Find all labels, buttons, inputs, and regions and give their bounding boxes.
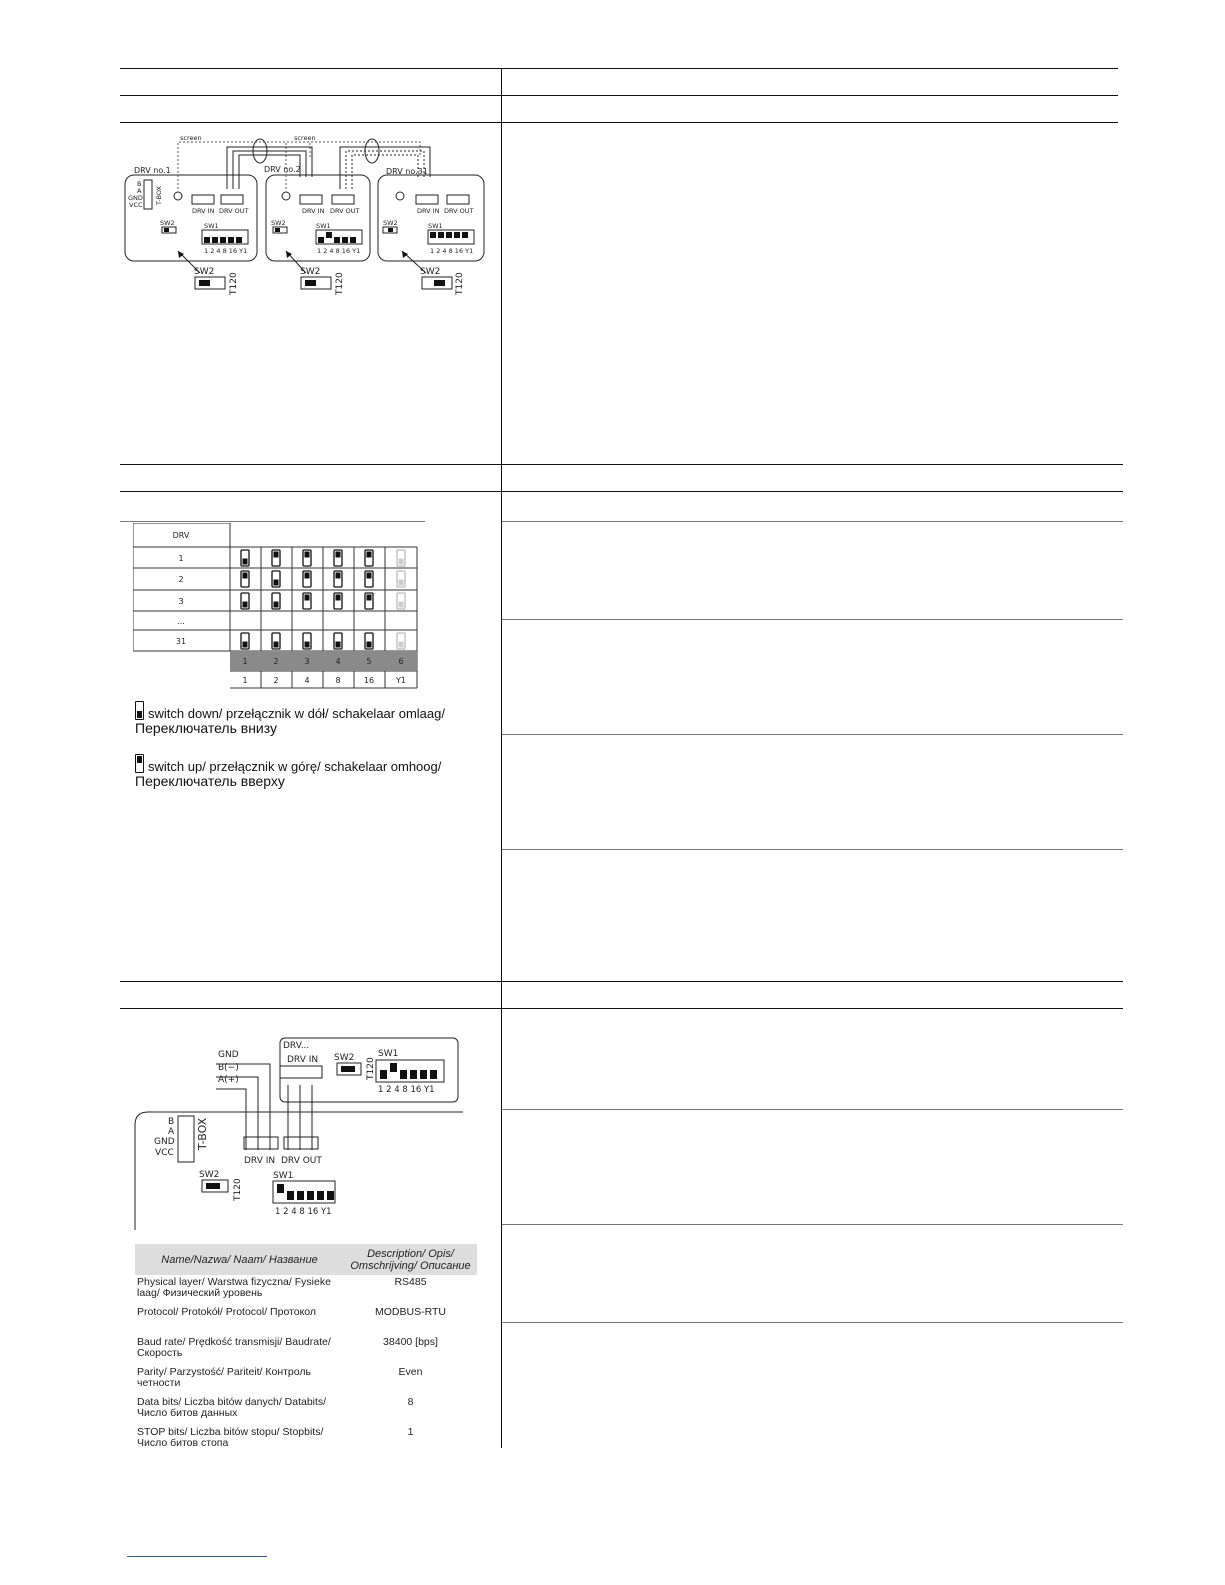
dip-switch-down [243,602,248,608]
switch-value: 4 [304,676,310,685]
switch-number: 1 [242,657,248,666]
t120-label: T120 [229,272,239,295]
param-name: Protocol/ Protokół/ Protocol/ Протокол [137,1306,317,1318]
dip-switch-down [367,642,372,648]
legend-text: switch down/ przełącznik w dół/ schakelaar omlaag/ [148,706,445,721]
rule [501,521,1123,522]
t120-label: T120 [335,272,345,295]
dip-switch-up [305,595,310,601]
switch-number: 3 [304,657,310,666]
rule [501,619,1123,620]
rule [120,981,1123,982]
tbox-pin: B [137,180,142,188]
rule [501,734,1123,735]
drv-out-label: DRV OUT [444,207,474,215]
dip-switch-off [399,602,404,608]
param-name: Parity/ Parzystość/ Pariteit/ Контроль четности [137,1366,311,1389]
screen-label: screen [294,134,316,142]
switch-down-icon [135,701,144,720]
tbox-pin: A [168,1127,175,1137]
rule [120,1008,1123,1009]
dip-switch-down [243,559,248,565]
bus-label: A(+) [218,1075,239,1085]
dip-switch-up [305,573,310,579]
param-value: 8 [407,1396,414,1408]
rule [120,464,1123,465]
table-row [135,1425,477,1455]
sw1-numbers: 1 2 4 8 16 Y1 [317,247,361,255]
sw2-zoom-label: SW2 [194,267,215,277]
driver-label: DRV no.2 [264,165,301,174]
rule [501,1109,1123,1110]
table-row [135,1275,477,1305]
drv-in-label: DRV IN [417,207,440,215]
tbox-pin: VCC [155,1148,174,1158]
rule [120,122,1118,123]
sw2-label: SW2 [383,219,398,227]
switch-number: 5 [366,657,372,666]
tbox-pin: B [168,1117,175,1127]
dip-switch-off [399,559,404,565]
rule [501,1322,1123,1323]
column-divider [501,68,502,1448]
switch-value: 1 [242,676,248,685]
drv-out-label: DRV OUT [281,1156,322,1166]
header-description: Description/ Opis/ Omschrijving/ Описание [344,1244,477,1275]
sw2-label: SW2 [334,1053,355,1063]
t120-label: T120 [366,1057,376,1080]
param-value: 38400 [bps] [383,1336,438,1348]
single-wiring-diagram [130,1030,480,1230]
drv-row-label: 31 [175,637,187,646]
sw1-label: SW1 [428,222,443,230]
sw1-label: SW1 [204,222,219,230]
drv-row-label: 1 [178,554,184,563]
dip-switch-down [274,642,279,648]
tbox-label: T-BOX [196,1117,209,1150]
switch-value: Y1 [396,676,406,685]
dip-switch-up [367,573,372,579]
switch-number-band [230,651,417,671]
drv-out-label: DRV OUT [330,207,360,215]
table-row [135,1395,477,1425]
tbox-pin: GND [128,194,143,202]
param-name: STOP bits/ Liczba bitów stopu/ Stopbits/ Число битов стопа [137,1426,324,1449]
rule [120,521,425,522]
switch-up-icon [135,754,144,773]
dip-switch-down [274,602,279,608]
drv-row-label: 2 [178,575,184,584]
sw1-numbers: 1 2 4 8 16 Y1 [378,1085,435,1095]
dip-switch-down [336,642,341,648]
sw1-label: SW1 [378,1049,399,1059]
rule [120,95,1118,96]
footer-link-line [127,1556,267,1557]
t120-label: T120 [455,272,465,295]
legend-text: switch up/ przełącznik w górę/ schakelaar omhoog/ [148,759,442,774]
sw1-numbers: 1 2 4 8 16 Y1 [430,247,474,255]
bus-label: GND [218,1050,239,1060]
tbox-pin: GND [154,1137,175,1147]
legend-switch-down [135,701,445,736]
wiring-chain-diagram [120,127,500,302]
dip-switch-up [243,573,248,579]
dip-switch-up [274,552,279,558]
dip-switch-down [305,642,310,648]
sw1-label: SW1 [316,222,331,230]
sw1-numbers: 1 2 4 8 16 Y1 [275,1207,332,1217]
switch-number: 2 [273,657,279,666]
tbox-pin: A [137,187,142,195]
sw2-label: SW2 [199,1170,220,1180]
driver-label: DRV no.1 [134,166,171,175]
param-name: Data bits/ Liczba bitów danych/ Databits/ Число битов данных [137,1396,327,1419]
legend-text: Переключатель вверху [135,773,285,789]
switch-number: 4 [335,657,341,666]
param-value: 1 [407,1426,414,1438]
switch-value: 2 [273,676,279,685]
drv-row-label: ... [177,617,185,626]
table-row [135,1335,477,1365]
legend-switch-up [135,754,441,789]
modbus-params-table [135,1244,477,1455]
table-header: DRV [172,531,190,540]
switch-value: 16 [363,676,375,685]
tbox-pin: VCC [129,201,143,209]
bus-label: B(−) [218,1063,239,1073]
dip-switch-up [305,552,310,558]
param-value: Even [398,1366,423,1378]
dip-switch-up [367,595,372,601]
sw1-numbers: 1 2 4 8 16 Y1 [204,247,248,255]
drv-in-label: DRV IN [192,207,215,215]
rule [120,491,1123,492]
switch-value: 8 [335,676,341,685]
drv-in-label: DRV IN [287,1055,319,1065]
dip-switch-up [336,573,341,579]
rule [501,1224,1123,1225]
sw2-label: SW2 [160,219,175,227]
sw2-zoom-label: SW2 [300,267,321,277]
driver-label: DRV no.31 [386,167,428,176]
drv-out-label: DRV OUT [219,207,249,215]
dip-switch-up [336,595,341,601]
address-table [133,523,423,693]
screen-label: screen [180,134,202,142]
drv-in-label: DRV IN [302,207,325,215]
dip-switch-off [399,642,404,648]
tbox-label: T-BOX [155,186,163,205]
dip-switch-up [336,552,341,558]
dip-switch-up [367,552,372,558]
param-value: MODBUS-RTU [375,1306,446,1318]
t120-label: T120 [233,1178,243,1201]
rule [501,849,1123,850]
param-value: RS485 [394,1276,427,1288]
param-name: Baud rate/ Prędkość transmisji/ Baudrate/ Скорость [137,1336,331,1359]
switch-number: 6 [398,657,404,666]
sw1-label: SW1 [273,1171,294,1181]
dip-switch-down [243,642,248,648]
rule [120,68,1118,69]
sw2-zoom-label: SW2 [420,267,441,277]
drv-in-label: DRV IN [244,1156,276,1166]
dip-switch-off [399,580,404,586]
dip-switch-down [274,580,279,586]
header-name: Name/Nazwa/ Naam/ Название [135,1244,344,1275]
drv-label: DRV... [283,1041,310,1051]
legend-text: Переключатель внизу [135,720,278,736]
drv-row-label: 3 [178,597,184,606]
table-row [135,1305,477,1335]
sw2-label: SW2 [271,219,286,227]
param-name: Physical layer/ Warstwa fizyczna/ Fysieke laag/ Физический уровень [137,1276,331,1299]
table-row [135,1365,477,1395]
